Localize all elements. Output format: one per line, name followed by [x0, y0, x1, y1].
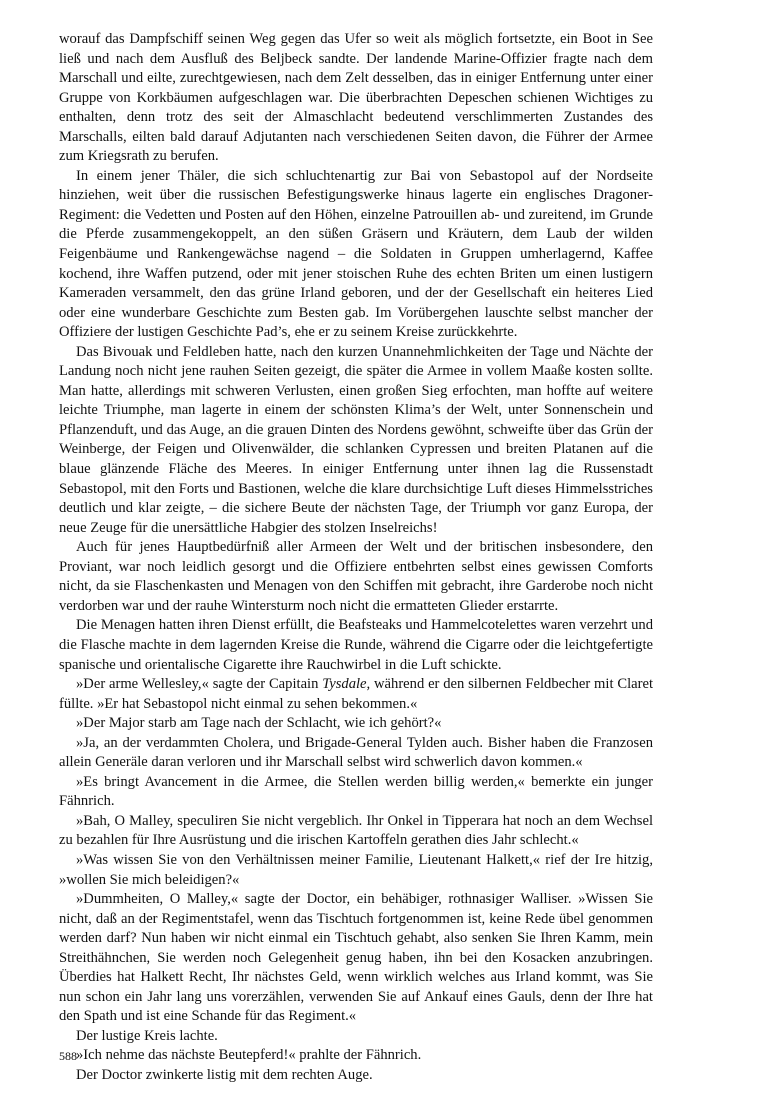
- dialogue-paragraph: »Es bringt Avancement in die Armee, die Stellen werden billig werden,« bemerkte ein junger Fähnrich.: [59, 773, 653, 810]
- dialogue-text: während er den silbernen Feldbecher mit Claret füllte. »Er hat Sebastopol nicht einmal zu sehen bekommen.«: [59, 676, 653, 712]
- paragraph: In einem jener Thäler, die sich schluchtenartig zur Bai von Sebastopol auf der Nordseite hinziehen, weit über die russischen Befestigungswerke hinaus lagerte ein englisches Dragoner-Regiment: die Vedetten und Posten auf den Höhen, einzelne Patrouillen ab- und zureitend, im Grunde die Pferde zusammengekoppelt, an den süßen Gräsern und Kräutern, dem Laub der wilden Feigenbäume und Rankengewächse nagend – die Soldaten in Gruppen umherlagernd, Kaffee kochend, ihre Waffen putzend, oder mit jener stoischen Ruhe des echten Briten um einen lustigern Kameraden versammelt, den das grüne Irland geboren, und der der Gesellschaft ein heiteres Lied oder eine wunderbare Geschichte zum Besten gab. Im Vorübergehen lauschte selbst mancher der Offiziere der lustigen Geschichte Pad’s, ehe er zu seinem Kreise zurückkehrte.: [59, 167, 653, 341]
- dialogue-paragraph: »Ich nehme das nächste Beutepferd!« prahlte der Fähnrich.: [76, 1047, 422, 1064]
- dialogue-paragraph: »Was wissen Sie von den Verhältnissen meiner Familie, Lieutenant Halkett,« rief der Ire hitzig, »wollen Sie mich beleidigen?«: [59, 851, 653, 888]
- paragraph: worauf das Dampfschiff seinen Weg gegen das Ufer so weit als möglich fortsetzte, ein Boot in See ließ und nach dem Ausfluß des Beljbeck sandte. Der landende Marine-Offizier fragte nach dem Marschall und eilte, zurechtgewiesen, nach dem Zelt desselben, das in einiger Entfernung unter einer Gruppe von Korkbäumen aufgeschlagen war. Die überbrachten Depeschen schienen Wichtiges zu enthalten, denn trotz des seit der Almaschlacht bedeutend verschlimmerten Zustandes des Marschalls, eilten bald darauf Adjutanten nach verschiedenen Seiten davon, die Führer der Armee zum Kriegsrath zu berufen.: [59, 31, 653, 165]
- page-number: 588: [59, 1049, 77, 1063]
- italic-name: Tysdale,: [322, 676, 371, 693]
- dialogue-paragraph: [59, 675, 653, 714]
- paragraph: Die Menagen hatten ihren Dienst erfüllt, die Beafsteaks und Hammelcotelettes waren verzehrt und die Flasche machte in dem lagernden Kreise die Runde, während die Cigarre oder die leichtgefertigte spanische und orientalische Cigarette ihre Rauchwirbel in die Luft schickte.: [59, 617, 653, 673]
- dialogue-text: »Der arme Wellesley,« sagte der Capitain: [76, 676, 323, 693]
- body-text: [59, 30, 653, 1086]
- dialogue-paragraph: »Dummheiten, O Malley,« sagte der Doctor, ein behäbiger, rothnasiger Walliser. »Wissen Sie nicht, daß an der Regimentstafel, wenn das Tischtuch fortgenommen ist, keine Rede übel genommen werden darf? Nun haben wir nicht einmal ein Tischtuch gehabt, also senken Sie Ihren Kamm, mein Streithähnchen, Sie werden noch Gelegenheit genug haben, ihn bei den Kosacken anzubringen. Überdies hat Halkett Recht, Ihr nächstes Geld, wenn wirklich welches aus Irland kommt, was Sie nun schon ein Jahr lang uns vorerzählen, verwenden Sie auf Ankauf eines Gauls, denn der Ihre hat den Spath und ist eine Schande für das Regiment.«: [59, 891, 653, 1025]
- paragraph: Das Bivouak und Feldleben hatte, nach den kurzen Unannehmlichkeiten der Tage und Nächte der Landung noch nicht jene rauhen Seiten gezeigt, die später die Armee in vollem Maaße kosten sollte. Man hatte, allerdings mit schweren Verlusten, einen großen Sieg erfochten, man hoffte auf weitere leichte Triumphe, man lagerte in einem der schönsten Klima’s der Welt, unter Sonnenschein und Pflanzenduft, und das Auge, an die grauen Dinten des Nordens gewöhnt, schweifte über das Grün der Weinberge, der Feigen und Olivenwälder, die schlanken Cypressen und breiten Platanen auf die blaue glänzende Fläche des Meeres. In einiger Entfernung unter ihnen lag die Russenstadt Sebastopol, mit den Forts und Bastionen, welche die klare durchsichtige Luft dieses Himmelsstriches deutlich und klar zeigte, – die sichere Beute der nächsten Tage, der Triumph vor ganz Europa, der neue Zeuge für die unersättliche Habgier des stolzen Inselreichs!: [59, 343, 653, 536]
- dialogue-paragraph: »Der Major starb am Tage nach der Schlacht, wie ich gehört?«: [76, 715, 442, 732]
- dialogue-paragraph: Der lustige Kreis lachte.: [76, 1027, 218, 1044]
- dialogue-paragraph: »Ja, an der verdammten Cholera, und Brigade-General Tylden auch. Bisher haben die Franzosen allein Generäle daran verloren und ihr Marschall selbst wird schwerlich davon kommen.«: [59, 734, 653, 771]
- paragraph: Auch für jenes Hauptbedürfniß aller Armeen der Welt und der britischen insbesondere, den Proviant, war noch leidlich gesorgt und die Offiziere entbehrten selbst eines gewissen Comforts nicht, da sie Flaschenkasten und Menagen von den Schiffen mit gebracht, ihre Garderobe noch nicht verdorben war und der rauhe Wintersturm noch nicht die ermatteten Glieder erstarrte.: [59, 539, 653, 614]
- dialogue-paragraph: »Bah, O Malley, speculiren Sie nicht vergeblich. Ihr Onkel in Tipperara hat noch an dem Wechsel zu bezahlen für Ihre Ausrüstung und die irischen Kartoffeln gerathen dies Jahr schlecht.«: [59, 812, 653, 849]
- dialogue-paragraph: Der Doctor zwinkerte listig mit dem rechten Auge.: [76, 1066, 373, 1083]
